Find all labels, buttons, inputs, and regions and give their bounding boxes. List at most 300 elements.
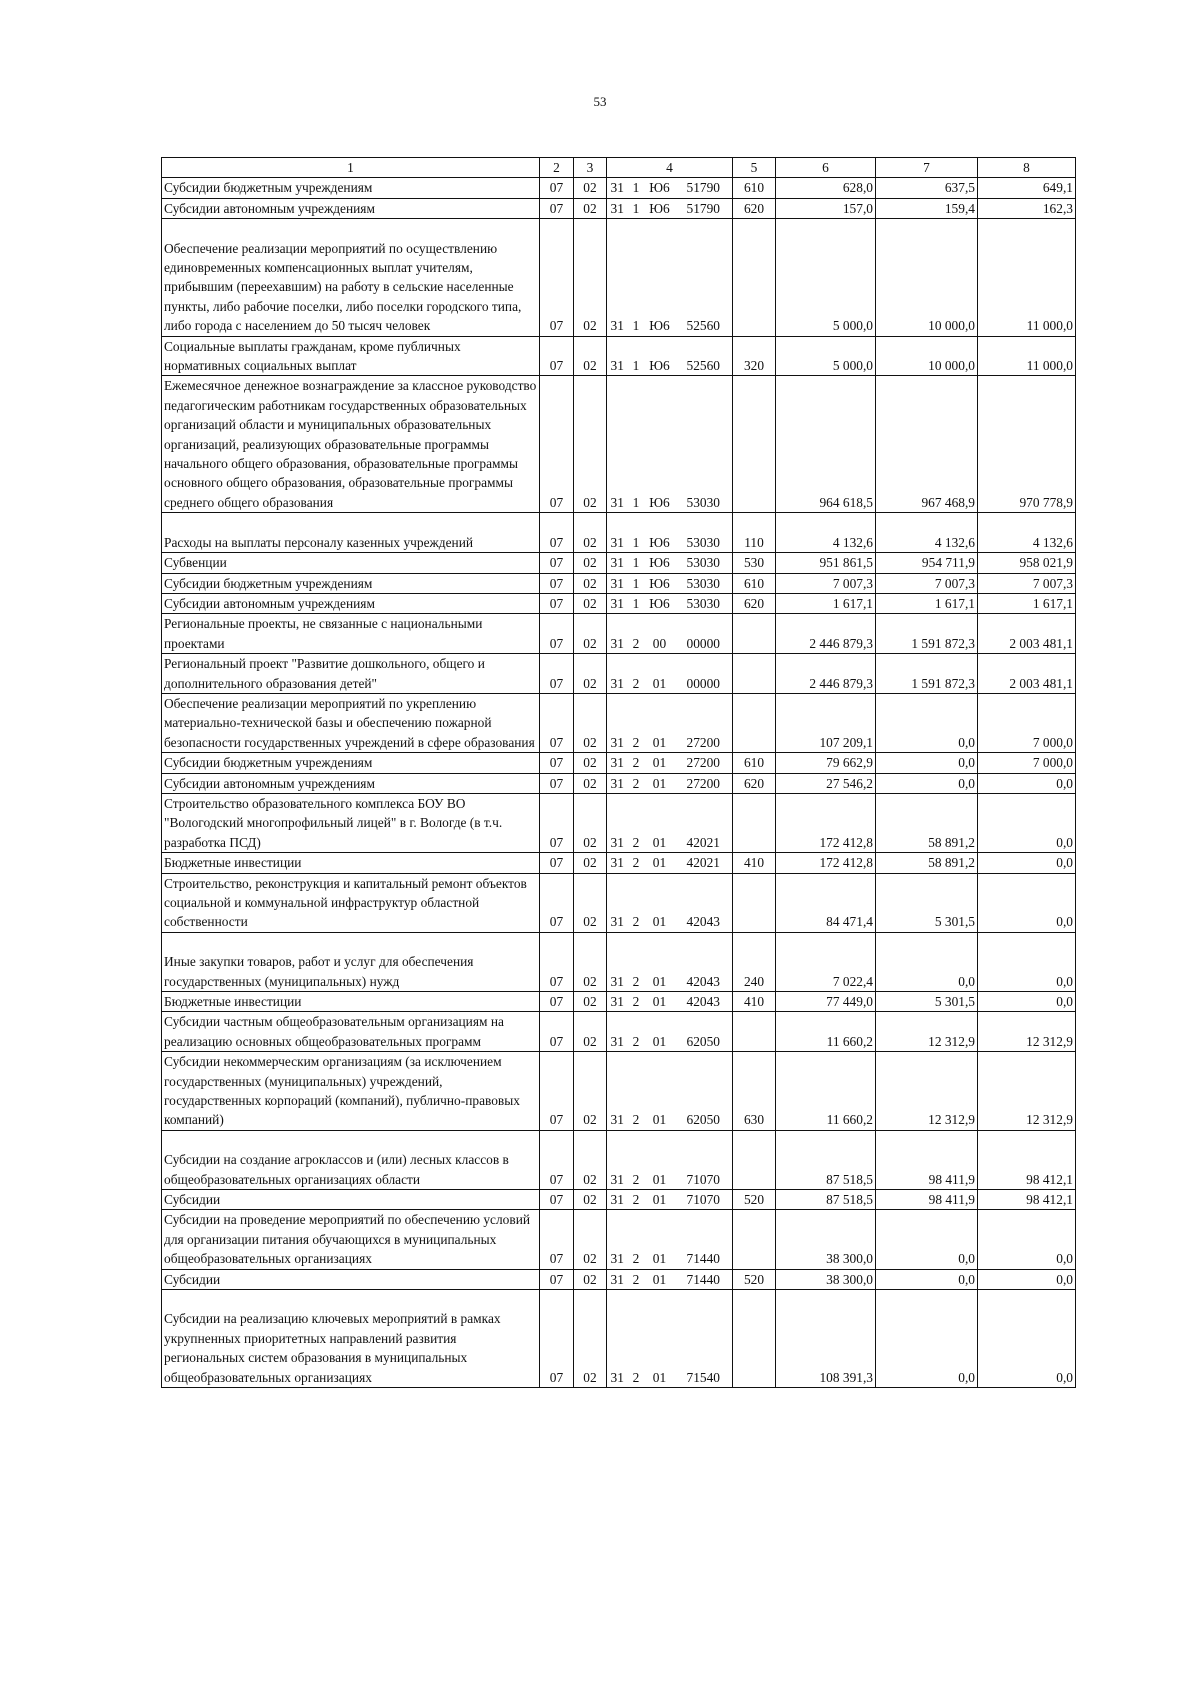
section-code: 07 xyxy=(540,219,574,336)
section-code: 07 xyxy=(540,773,574,793)
subsection-code: 02 xyxy=(574,1052,607,1131)
amount-year-3: 98 412,1 xyxy=(978,1190,1076,1210)
target-code-project: Ю6 xyxy=(645,198,675,218)
amount-year-2: 12 312,9 xyxy=(876,1052,978,1131)
target-code-subprogram: 1 xyxy=(628,376,645,513)
target-code-program: 31 xyxy=(607,1290,628,1388)
amount-year-2: 967 468,9 xyxy=(876,376,978,513)
target-code-direction: 53030 xyxy=(675,513,733,553)
target-code-subprogram: 2 xyxy=(628,1190,645,1210)
target-code-subprogram: 2 xyxy=(628,693,645,752)
amount-year-1: 7 022,4 xyxy=(776,932,876,991)
row-description: Субсидии xyxy=(162,1190,540,1210)
expense-type-code: 620 xyxy=(733,593,776,613)
page-number: 53 xyxy=(593,94,607,109)
target-code-program: 31 xyxy=(607,1052,628,1131)
amount-year-3: 0,0 xyxy=(978,1269,1076,1289)
amount-year-1: 2 446 879,3 xyxy=(776,654,876,694)
row-description: Субсидии на создание агроклассов и (или) лесных классов в общеобразовательных организациях области xyxy=(162,1130,540,1189)
amount-year-1: 11 660,2 xyxy=(776,1012,876,1052)
subsection-code: 02 xyxy=(574,573,607,593)
target-code-direction: 53030 xyxy=(675,376,733,513)
amount-year-3: 98 412,1 xyxy=(978,1130,1076,1189)
section-code: 07 xyxy=(540,178,574,198)
table-row xyxy=(162,773,1076,793)
target-code-program: 31 xyxy=(607,513,628,553)
section-code: 07 xyxy=(540,573,574,593)
header-row xyxy=(162,158,1076,178)
expense-type-code xyxy=(733,693,776,752)
row-description: Обеспечение реализации мероприятий по укреплению материально-технической базы и обеспечению пожарной безопасности государственных учреждений в сфере образования xyxy=(162,693,540,752)
amount-year-2: 12 312,9 xyxy=(876,1012,978,1052)
amount-year-1: 77 449,0 xyxy=(776,992,876,1012)
row-description: Субсидии на реализацию ключевых мероприятий в рамках укрупненных приоритетных направлений развития региональных систем образования в муниципальных общеобразовательных организациях xyxy=(162,1290,540,1388)
table-row xyxy=(162,1269,1076,1289)
target-code-subprogram: 2 xyxy=(628,1210,645,1269)
amount-year-1: 964 618,5 xyxy=(776,376,876,513)
expense-type-code xyxy=(733,793,776,852)
target-code-program: 31 xyxy=(607,753,628,773)
section-code: 07 xyxy=(540,336,574,376)
target-code-program: 31 xyxy=(607,932,628,991)
subsection-code: 02 xyxy=(574,553,607,573)
target-code-project: Ю6 xyxy=(645,336,675,376)
amount-year-2: 0,0 xyxy=(876,1269,978,1289)
subsection-code: 02 xyxy=(574,1269,607,1289)
amount-year-1: 87 518,5 xyxy=(776,1130,876,1189)
amount-year-2: 0,0 xyxy=(876,1210,978,1269)
target-code-subprogram: 2 xyxy=(628,1012,645,1052)
header-cell: 5 xyxy=(733,158,776,178)
expense-type-code xyxy=(733,614,776,654)
subsection-code: 02 xyxy=(574,376,607,513)
table-row xyxy=(162,198,1076,218)
amount-year-2: 1 617,1 xyxy=(876,593,978,613)
table-row xyxy=(162,219,1076,336)
amount-year-3: 0,0 xyxy=(978,932,1076,991)
target-code-subprogram: 2 xyxy=(628,614,645,654)
table-row xyxy=(162,1130,1076,1189)
row-description: Расходы на выплаты персоналу казенных учреждений xyxy=(162,513,540,553)
expense-type-code: 110 xyxy=(733,513,776,553)
header-cell: 8 xyxy=(978,158,1076,178)
row-description: Региональные проекты, не связанные с национальными проектами xyxy=(162,614,540,654)
amount-year-1: 5 000,0 xyxy=(776,336,876,376)
header-cell: 2 xyxy=(540,158,574,178)
section-code: 07 xyxy=(540,1052,574,1131)
row-description: Субсидии xyxy=(162,1269,540,1289)
target-code-project: 01 xyxy=(645,1290,675,1388)
target-code-project: 01 xyxy=(645,654,675,694)
target-code-subprogram: 2 xyxy=(628,1130,645,1189)
amount-year-1: 628,0 xyxy=(776,178,876,198)
amount-year-3: 7 000,0 xyxy=(978,753,1076,773)
target-code-subprogram: 1 xyxy=(628,336,645,376)
table-row xyxy=(162,1210,1076,1269)
expense-type-code: 610 xyxy=(733,573,776,593)
target-code-subprogram: 1 xyxy=(628,553,645,573)
target-code-subprogram: 1 xyxy=(628,178,645,198)
target-code-subprogram: 2 xyxy=(628,1052,645,1131)
subsection-code: 02 xyxy=(574,178,607,198)
amount-year-2: 58 891,2 xyxy=(876,793,978,852)
amount-year-3: 0,0 xyxy=(978,873,1076,932)
target-code-project: Ю6 xyxy=(645,553,675,573)
row-description: Субсидии на проведение мероприятий по обеспечению условий для организации питания обучающихся в муниципальных общеобразовательных организациях xyxy=(162,1210,540,1269)
target-code-direction: 00000 xyxy=(675,614,733,654)
subsection-code: 02 xyxy=(574,932,607,991)
amount-year-3: 7 007,3 xyxy=(978,573,1076,593)
amount-year-2: 0,0 xyxy=(876,932,978,991)
amount-year-1: 107 209,1 xyxy=(776,693,876,752)
row-description: Субсидии частным общеобразовательным организациям на реализацию основных общеобразовательных программ xyxy=(162,1012,540,1052)
section-code: 07 xyxy=(540,992,574,1012)
target-code-subprogram: 2 xyxy=(628,793,645,852)
table-row xyxy=(162,553,1076,573)
table-row xyxy=(162,178,1076,198)
section-code: 07 xyxy=(540,793,574,852)
target-code-project: 01 xyxy=(645,992,675,1012)
expense-type-code xyxy=(733,1130,776,1189)
amount-year-2: 159,4 xyxy=(876,198,978,218)
target-code-direction: 71440 xyxy=(675,1269,733,1289)
target-code-program: 31 xyxy=(607,793,628,852)
row-description: Субсидии автономным учреждениям xyxy=(162,773,540,793)
expense-type-code: 240 xyxy=(733,932,776,991)
amount-year-2: 98 411,9 xyxy=(876,1130,978,1189)
table-row xyxy=(162,614,1076,654)
table-row xyxy=(162,1190,1076,1210)
target-code-subprogram: 2 xyxy=(628,773,645,793)
subsection-code: 02 xyxy=(574,336,607,376)
target-code-direction: 27200 xyxy=(675,693,733,752)
amount-year-3: 11 000,0 xyxy=(978,336,1076,376)
target-code-project: 01 xyxy=(645,1052,675,1131)
target-code-direction: 62050 xyxy=(675,1052,733,1131)
target-code-project: 01 xyxy=(645,873,675,932)
target-code-program: 31 xyxy=(607,178,628,198)
amount-year-1: 79 662,9 xyxy=(776,753,876,773)
header-cell: 6 xyxy=(776,158,876,178)
expense-type-code: 410 xyxy=(733,853,776,873)
row-description: Ежемесячное денежное вознаграждение за классное руководство педагогическим работникам государственных образовательных организаций области и муниципальных образовательных организаций, реализующих образовательные программы начального общего образования, образовательные программы основного общего образования, образовательные программы среднего общего образования xyxy=(162,376,540,513)
subsection-code: 02 xyxy=(574,654,607,694)
table-row xyxy=(162,793,1076,852)
section-code: 07 xyxy=(540,376,574,513)
amount-year-1: 27 546,2 xyxy=(776,773,876,793)
section-code: 07 xyxy=(540,593,574,613)
amount-year-3: 0,0 xyxy=(978,992,1076,1012)
header-cell: 3 xyxy=(574,158,607,178)
amount-year-1: 2 446 879,3 xyxy=(776,614,876,654)
subsection-code: 02 xyxy=(574,593,607,613)
row-description: Бюджетные инвестиции xyxy=(162,992,540,1012)
target-code-direction: 53030 xyxy=(675,593,733,613)
expense-type-code: 410 xyxy=(733,992,776,1012)
row-description: Бюджетные инвестиции xyxy=(162,853,540,873)
subsection-code: 02 xyxy=(574,1290,607,1388)
amount-year-2: 58 891,2 xyxy=(876,853,978,873)
expense-type-code xyxy=(733,1210,776,1269)
target-code-direction: 42021 xyxy=(675,853,733,873)
row-description: Субсидии бюджетным учреждениям xyxy=(162,573,540,593)
subsection-code: 02 xyxy=(574,693,607,752)
target-code-subprogram: 2 xyxy=(628,1269,645,1289)
amount-year-3: 4 132,6 xyxy=(978,513,1076,553)
amount-year-1: 5 000,0 xyxy=(776,219,876,336)
target-code-program: 31 xyxy=(607,873,628,932)
amount-year-1: 172 412,8 xyxy=(776,853,876,873)
section-code: 07 xyxy=(540,693,574,752)
row-description: Субсидии бюджетным учреждениям xyxy=(162,753,540,773)
amount-year-1: 84 471,4 xyxy=(776,873,876,932)
amount-year-2: 0,0 xyxy=(876,773,978,793)
subsection-code: 02 xyxy=(574,219,607,336)
section-code: 07 xyxy=(540,1130,574,1189)
row-description: Субвенции xyxy=(162,553,540,573)
amount-year-3: 0,0 xyxy=(978,1210,1076,1269)
amount-year-1: 38 300,0 xyxy=(776,1269,876,1289)
amount-year-3: 1 617,1 xyxy=(978,593,1076,613)
section-code: 07 xyxy=(540,614,574,654)
row-description: Иные закупки товаров, работ и услуг для обеспечения государственных (муниципальных) нужд xyxy=(162,932,540,991)
target-code-program: 31 xyxy=(607,992,628,1012)
target-code-direction: 00000 xyxy=(675,654,733,694)
amount-year-1: 38 300,0 xyxy=(776,1210,876,1269)
expense-type-code: 610 xyxy=(733,753,776,773)
table-row xyxy=(162,693,1076,752)
target-code-subprogram: 2 xyxy=(628,753,645,773)
target-code-program: 31 xyxy=(607,654,628,694)
row-description: Субсидии некоммерческим организациям (за исключением государственных (муниципальных) учреждений, государственных корпораций (компаний), публично-правовых компаний) xyxy=(162,1052,540,1131)
target-code-program: 31 xyxy=(607,219,628,336)
target-code-project: Ю6 xyxy=(645,376,675,513)
amount-year-2: 4 132,6 xyxy=(876,513,978,553)
target-code-direction: 52560 xyxy=(675,219,733,336)
target-code-subprogram: 2 xyxy=(628,992,645,1012)
expense-type-code xyxy=(733,376,776,513)
target-code-subprogram: 2 xyxy=(628,932,645,991)
amount-year-3: 11 000,0 xyxy=(978,219,1076,336)
target-code-program: 31 xyxy=(607,336,628,376)
amount-year-3: 970 778,9 xyxy=(978,376,1076,513)
target-code-direction: 51790 xyxy=(675,198,733,218)
section-code: 07 xyxy=(540,1290,574,1388)
target-code-direction: 71070 xyxy=(675,1130,733,1189)
amount-year-3: 12 312,9 xyxy=(978,1012,1076,1052)
target-code-project: Ю6 xyxy=(645,593,675,613)
target-code-program: 31 xyxy=(607,593,628,613)
target-code-program: 31 xyxy=(607,853,628,873)
target-code-program: 31 xyxy=(607,1130,628,1189)
expense-type-code: 620 xyxy=(733,198,776,218)
amount-year-1: 11 660,2 xyxy=(776,1052,876,1131)
amount-year-2: 0,0 xyxy=(876,753,978,773)
expense-type-code: 530 xyxy=(733,553,776,573)
expense-type-code xyxy=(733,1290,776,1388)
table-row xyxy=(162,853,1076,873)
subsection-code: 02 xyxy=(574,1210,607,1269)
subsection-code: 02 xyxy=(574,753,607,773)
target-code-project: Ю6 xyxy=(645,573,675,593)
target-code-program: 31 xyxy=(607,1210,628,1269)
section-code: 07 xyxy=(540,1269,574,1289)
amount-year-1: 951 861,5 xyxy=(776,553,876,573)
target-code-direction: 71440 xyxy=(675,1210,733,1269)
target-code-project: 01 xyxy=(645,853,675,873)
row-description: Социальные выплаты гражданам, кроме публичных нормативных социальных выплат xyxy=(162,336,540,376)
subsection-code: 02 xyxy=(574,1130,607,1189)
target-code-subprogram: 2 xyxy=(628,1290,645,1388)
amount-year-2: 7 007,3 xyxy=(876,573,978,593)
amount-year-3: 958 021,9 xyxy=(978,553,1076,573)
amount-year-3: 0,0 xyxy=(978,773,1076,793)
target-code-direction: 53030 xyxy=(675,573,733,593)
target-code-project: Ю6 xyxy=(645,178,675,198)
target-code-subprogram: 1 xyxy=(628,198,645,218)
subsection-code: 02 xyxy=(574,992,607,1012)
target-code-direction: 52560 xyxy=(675,336,733,376)
target-code-direction: 71540 xyxy=(675,1290,733,1388)
target-code-program: 31 xyxy=(607,1012,628,1052)
section-code: 07 xyxy=(540,553,574,573)
target-code-direction: 51790 xyxy=(675,178,733,198)
target-code-subprogram: 2 xyxy=(628,853,645,873)
target-code-project: 01 xyxy=(645,773,675,793)
section-code: 07 xyxy=(540,654,574,694)
target-code-direction: 27200 xyxy=(675,753,733,773)
row-description: Региональный проект "Развитие дошкольного, общего и дополнительного образования детей" xyxy=(162,654,540,694)
expense-type-code xyxy=(733,219,776,336)
amount-year-2: 5 301,5 xyxy=(876,992,978,1012)
target-code-direction: 42021 xyxy=(675,793,733,852)
expense-type-code: 520 xyxy=(733,1190,776,1210)
table-row xyxy=(162,873,1076,932)
header-cell: 4 xyxy=(607,158,733,178)
section-code: 07 xyxy=(540,513,574,553)
budget-table xyxy=(161,157,1076,1388)
table-row xyxy=(162,573,1076,593)
target-code-project: 01 xyxy=(645,932,675,991)
target-code-program: 31 xyxy=(607,693,628,752)
target-code-program: 31 xyxy=(607,553,628,573)
amount-year-3: 2 003 481,1 xyxy=(978,614,1076,654)
table-row xyxy=(162,336,1076,376)
expense-type-code: 520 xyxy=(733,1269,776,1289)
target-code-project: 01 xyxy=(645,753,675,773)
table-row xyxy=(162,654,1076,694)
amount-year-1: 157,0 xyxy=(776,198,876,218)
target-code-subprogram: 1 xyxy=(628,573,645,593)
amount-year-2: 0,0 xyxy=(876,1290,978,1388)
expense-type-code: 630 xyxy=(733,1052,776,1131)
table-row xyxy=(162,376,1076,513)
target-code-subprogram: 1 xyxy=(628,593,645,613)
section-code: 07 xyxy=(540,198,574,218)
target-code-subprogram: 1 xyxy=(628,513,645,553)
subsection-code: 02 xyxy=(574,198,607,218)
target-code-project: Ю6 xyxy=(645,513,675,553)
subsection-code: 02 xyxy=(574,513,607,553)
target-code-project: 00 xyxy=(645,614,675,654)
expense-type-code: 620 xyxy=(733,773,776,793)
row-description: Субсидии автономным учреждениям xyxy=(162,593,540,613)
row-description: Строительство, реконструкция и капитальный ремонт объектов социальной и коммунальной инфраструктур областной собственности xyxy=(162,873,540,932)
target-code-project: 01 xyxy=(645,1130,675,1189)
subsection-code: 02 xyxy=(574,793,607,852)
target-code-project: 01 xyxy=(645,693,675,752)
target-code-program: 31 xyxy=(607,1190,628,1210)
amount-year-1: 7 007,3 xyxy=(776,573,876,593)
target-code-direction: 53030 xyxy=(675,553,733,573)
amount-year-1: 87 518,5 xyxy=(776,1190,876,1210)
amount-year-3: 0,0 xyxy=(978,1290,1076,1388)
table-row xyxy=(162,513,1076,553)
table-row xyxy=(162,1012,1076,1052)
target-code-direction: 42043 xyxy=(675,992,733,1012)
amount-year-3: 12 312,9 xyxy=(978,1052,1076,1131)
section-code: 07 xyxy=(540,1190,574,1210)
subsection-code: 02 xyxy=(574,873,607,932)
target-code-subprogram: 1 xyxy=(628,219,645,336)
amount-year-2: 5 301,5 xyxy=(876,873,978,932)
amount-year-1: 1 617,1 xyxy=(776,593,876,613)
subsection-code: 02 xyxy=(574,614,607,654)
target-code-project: 01 xyxy=(645,1012,675,1052)
target-code-subprogram: 2 xyxy=(628,654,645,694)
amount-year-2: 0,0 xyxy=(876,693,978,752)
amount-year-3: 0,0 xyxy=(978,853,1076,873)
target-code-direction: 42043 xyxy=(675,932,733,991)
target-code-project: Ю6 xyxy=(645,219,675,336)
section-code: 07 xyxy=(540,1012,574,1052)
target-code-project: 01 xyxy=(645,1269,675,1289)
amount-year-3: 0,0 xyxy=(978,793,1076,852)
amount-year-3: 649,1 xyxy=(978,178,1076,198)
target-code-program: 31 xyxy=(607,198,628,218)
expense-type-code: 610 xyxy=(733,178,776,198)
amount-year-2: 954 711,9 xyxy=(876,553,978,573)
amount-year-2: 1 591 872,3 xyxy=(876,614,978,654)
row-description: Субсидии бюджетным учреждениям xyxy=(162,178,540,198)
target-code-direction: 62050 xyxy=(675,1012,733,1052)
target-code-direction: 71070 xyxy=(675,1190,733,1210)
target-code-program: 31 xyxy=(607,573,628,593)
expense-type-code: 320 xyxy=(733,336,776,376)
table-row xyxy=(162,992,1076,1012)
target-code-project: 01 xyxy=(645,1210,675,1269)
subsection-code: 02 xyxy=(574,773,607,793)
target-code-program: 31 xyxy=(607,376,628,513)
section-code: 07 xyxy=(540,853,574,873)
target-code-subprogram: 2 xyxy=(628,873,645,932)
expense-type-code xyxy=(733,873,776,932)
amount-year-2: 1 591 872,3 xyxy=(876,654,978,694)
amount-year-2: 10 000,0 xyxy=(876,219,978,336)
subsection-code: 02 xyxy=(574,1012,607,1052)
target-code-program: 31 xyxy=(607,614,628,654)
target-code-project: 01 xyxy=(645,1190,675,1210)
row-description: Строительство образовательного комплекса БОУ ВО "Вологодский многопрофильный лицей" в г. Вологде (в т.ч. разработка ПСД) xyxy=(162,793,540,852)
target-code-direction: 27200 xyxy=(675,773,733,793)
subsection-code: 02 xyxy=(574,1190,607,1210)
table-row xyxy=(162,753,1076,773)
section-code: 07 xyxy=(540,932,574,991)
table-row xyxy=(162,932,1076,991)
table-row xyxy=(162,1290,1076,1388)
section-code: 07 xyxy=(540,873,574,932)
target-code-direction: 42043 xyxy=(675,873,733,932)
